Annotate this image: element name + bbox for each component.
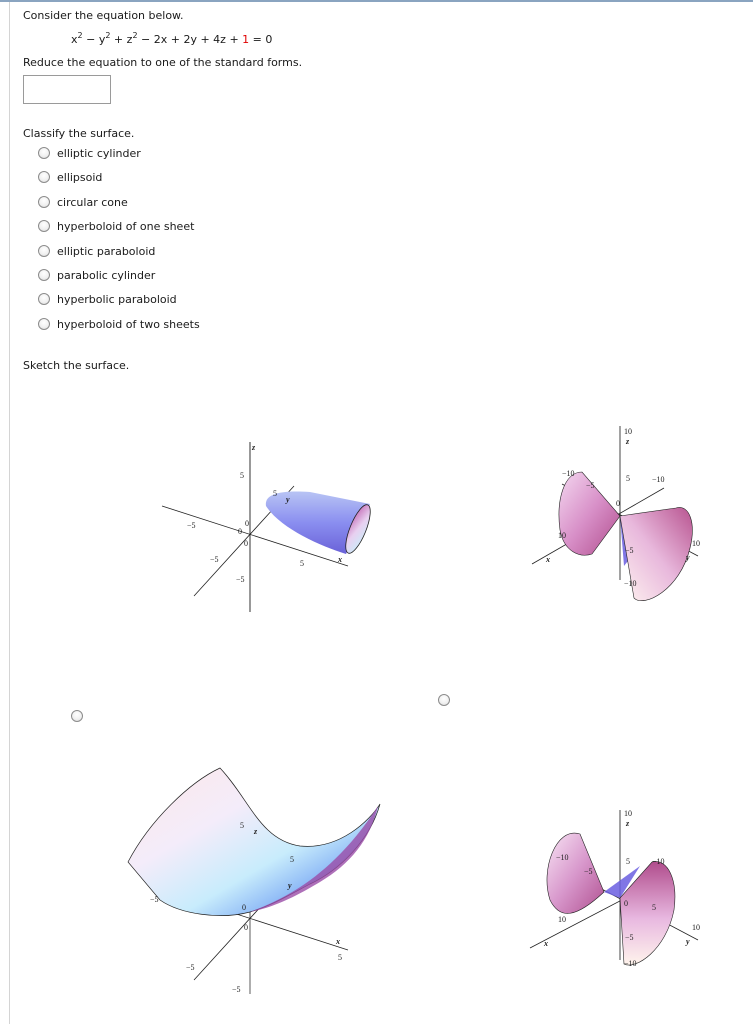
- sketch-prompt: Sketch the surface.: [23, 359, 130, 372]
- option-hyperbolic-paraboloid[interactable]: hyperbolic paraboloid: [38, 291, 177, 307]
- radio-icon[interactable]: [38, 171, 50, 183]
- saddle-surface: [128, 768, 380, 916]
- svg-text:5: 5: [626, 474, 630, 483]
- svg-text:y: y: [686, 553, 690, 562]
- svg-text:5: 5: [240, 471, 244, 480]
- svg-text:y: y: [286, 495, 290, 504]
- svg-text:5: 5: [626, 857, 630, 866]
- svg-text:0: 0: [238, 527, 242, 536]
- svg-text:0: 0: [242, 903, 246, 912]
- svg-text:−5: −5: [150, 895, 159, 904]
- svg-text:z: z: [626, 819, 630, 828]
- svg-text:−5: −5: [584, 867, 593, 876]
- radio-icon[interactable]: [38, 147, 50, 159]
- svg-text:−10: −10: [556, 853, 569, 862]
- svg-text:0: 0: [244, 923, 248, 932]
- cone-nappe-left: [547, 833, 604, 913]
- reduce-prompt: Reduce the equation to one of the standard forms.: [23, 56, 303, 69]
- radio-icon[interactable]: [38, 245, 50, 257]
- svg-text:z: z: [252, 443, 256, 452]
- svg-text:0: 0: [244, 539, 248, 548]
- radio-icon[interactable]: [38, 269, 50, 281]
- svg-text:5: 5: [273, 489, 277, 498]
- plot-cone-diagonal[interactable]: [520, 800, 720, 980]
- svg-text:5: 5: [338, 953, 342, 962]
- svg-text:−10: −10: [562, 469, 575, 478]
- svg-text:5: 5: [240, 821, 244, 830]
- svg-text:0: 0: [245, 519, 249, 528]
- radio-icon[interactable]: [38, 318, 50, 330]
- svg-text:10: 10: [558, 531, 566, 540]
- option-circular-cone[interactable]: circular cone: [38, 194, 128, 210]
- plot-radio-left[interactable]: [71, 710, 83, 722]
- left-border: [9, 2, 10, 1024]
- svg-text:x: x: [544, 939, 548, 948]
- svg-text:0: 0: [624, 899, 628, 908]
- radio-icon[interactable]: [38, 293, 50, 305]
- svg-text:5: 5: [290, 855, 294, 864]
- option-elliptic-paraboloid[interactable]: elliptic paraboloid: [38, 243, 155, 259]
- classify-prompt: Classify the surface.: [23, 127, 135, 140]
- option-ellipsoid[interactable]: ellipsoid: [38, 169, 102, 185]
- intro-text: Consider the equation below.: [23, 9, 184, 22]
- svg-text:−10: −10: [652, 475, 665, 484]
- svg-text:−5: −5: [625, 933, 634, 942]
- svg-text:10: 10: [692, 923, 700, 932]
- plot-saddle[interactable]: [120, 760, 390, 1010]
- svg-text:5: 5: [652, 903, 656, 912]
- svg-text:y: y: [686, 937, 690, 946]
- plot-paraboloid[interactable]: [160, 430, 390, 620]
- svg-text:0: 0: [616, 499, 620, 508]
- svg-text:−5: −5: [586, 481, 595, 490]
- svg-text:z: z: [254, 827, 258, 836]
- svg-text:x: x: [546, 555, 550, 564]
- svg-text:10: 10: [692, 539, 700, 548]
- standard-form-answer-input[interactable]: [23, 75, 111, 104]
- option-parabolic-cylinder[interactable]: parabolic cylinder: [38, 267, 155, 283]
- option-hyperboloid-two-sheets[interactable]: hyperboloid of two sheets: [38, 316, 200, 332]
- svg-text:−10: −10: [652, 857, 665, 866]
- svg-text:−5: −5: [186, 963, 195, 972]
- option-hyperboloid-one-sheet[interactable]: hyperboloid of one sheet: [38, 218, 194, 234]
- svg-text:−5: −5: [210, 555, 219, 564]
- svg-text:5: 5: [300, 559, 304, 568]
- svg-text:y: y: [288, 881, 292, 890]
- plot-cone-tilted[interactable]: [520, 420, 720, 610]
- equation: $x^2 - y^2 + z^2 - 2x + 2y + 4z + 1 = 0$: [71, 31, 273, 46]
- svg-text:10: 10: [558, 915, 566, 924]
- top-border: [0, 0, 753, 2]
- svg-text:10: 10: [624, 427, 632, 436]
- plot-radio-right[interactable]: [438, 694, 450, 706]
- radio-icon[interactable]: [38, 196, 50, 208]
- svg-text:−10: −10: [624, 959, 637, 968]
- svg-text:−5: −5: [187, 521, 196, 530]
- svg-text:x: x: [338, 555, 342, 564]
- svg-text:z: z: [626, 437, 630, 446]
- option-elliptic-cylinder[interactable]: elliptic cylinder: [38, 145, 141, 161]
- svg-text:−5: −5: [625, 546, 634, 555]
- svg-text:−10: −10: [624, 579, 637, 588]
- svg-text:−5: −5: [232, 985, 241, 994]
- svg-text:x: x: [336, 937, 340, 946]
- radio-icon[interactable]: [38, 220, 50, 232]
- svg-text:10: 10: [624, 809, 632, 818]
- svg-text:−5: −5: [236, 575, 245, 584]
